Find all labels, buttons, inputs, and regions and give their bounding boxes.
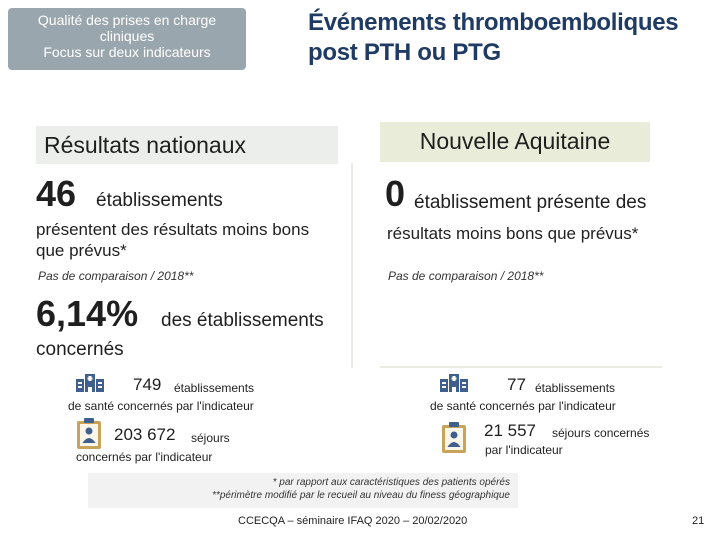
- patient-clipboard-icon: [76, 418, 102, 450]
- footnote: **périmètre modifié par le recueil au niveau du finess géographique: [212, 490, 510, 501]
- page-number: 21: [692, 515, 705, 527]
- national-stays-caption: concernés par l'indicateur: [76, 450, 213, 464]
- region-establishments-caption: de santé concernés par l'indicateur: [430, 399, 616, 413]
- footnote: * par rapport aux caractéristiques des patients opérés: [272, 477, 510, 488]
- tag-line: Focus sur deux indicateurs: [43, 44, 211, 60]
- national-result-text: présentent des résultats moins bons que prévus*: [36, 220, 310, 260]
- hospital-building-icon: [440, 372, 468, 392]
- national-count: 46: [36, 173, 77, 214]
- region-count-unit: établissement présente des: [414, 192, 647, 213]
- national-establishments-unit: établissements: [174, 381, 255, 395]
- region-establishments-value: 77: [507, 375, 526, 394]
- national-establishments-caption: de santé concernés par l'indicateur: [68, 399, 254, 413]
- national-count-unit: établissements: [96, 190, 223, 211]
- national-comparison-note: Pas de comparaison / 2018**: [38, 269, 194, 283]
- national-stays-value: 203 672: [114, 425, 176, 444]
- national-results-label: Résultats nationaux: [36, 126, 338, 164]
- national-percentage-unit: des établissements: [161, 310, 324, 331]
- national-percentage-tail: concernés: [36, 339, 124, 360]
- national-percentage: 6,14%: [36, 293, 139, 334]
- title-line: Événements thromboemboliques: [308, 9, 679, 36]
- column-divider: [351, 163, 353, 368]
- region-result-text: résultats moins bons que prévus*: [387, 224, 639, 243]
- title-line: post PTH ou PTG: [308, 39, 501, 66]
- region-count: 0: [385, 173, 406, 214]
- region-stays-caption: par l'indicateur: [485, 443, 563, 457]
- hospital-building-icon: [76, 372, 104, 392]
- region-stays-value: 21 557: [484, 421, 536, 440]
- footnotes-box: [88, 473, 518, 508]
- region-results-label: Nouvelle Aquitaine: [380, 122, 650, 162]
- patient-clipboard-icon: [441, 422, 467, 454]
- footer-text: CCECQA – séminaire IFAQ 2020 – 20/02/2020: [238, 515, 468, 527]
- region-stays-unit: séjours concernés: [552, 426, 650, 440]
- tag-line: cliniques: [99, 28, 155, 44]
- national-stays-unit: séjours: [191, 431, 230, 445]
- national-establishments-value: 749: [133, 375, 162, 394]
- section-tag-box: [8, 8, 246, 70]
- region-divider: [380, 366, 662, 368]
- tag-line: Qualité des prises en charge: [37, 12, 217, 28]
- region-establishments-unit: établissements: [535, 381, 616, 395]
- slide-title: [308, 8, 720, 68]
- region-comparison-note: Pas de comparaison / 2018**: [388, 269, 544, 283]
